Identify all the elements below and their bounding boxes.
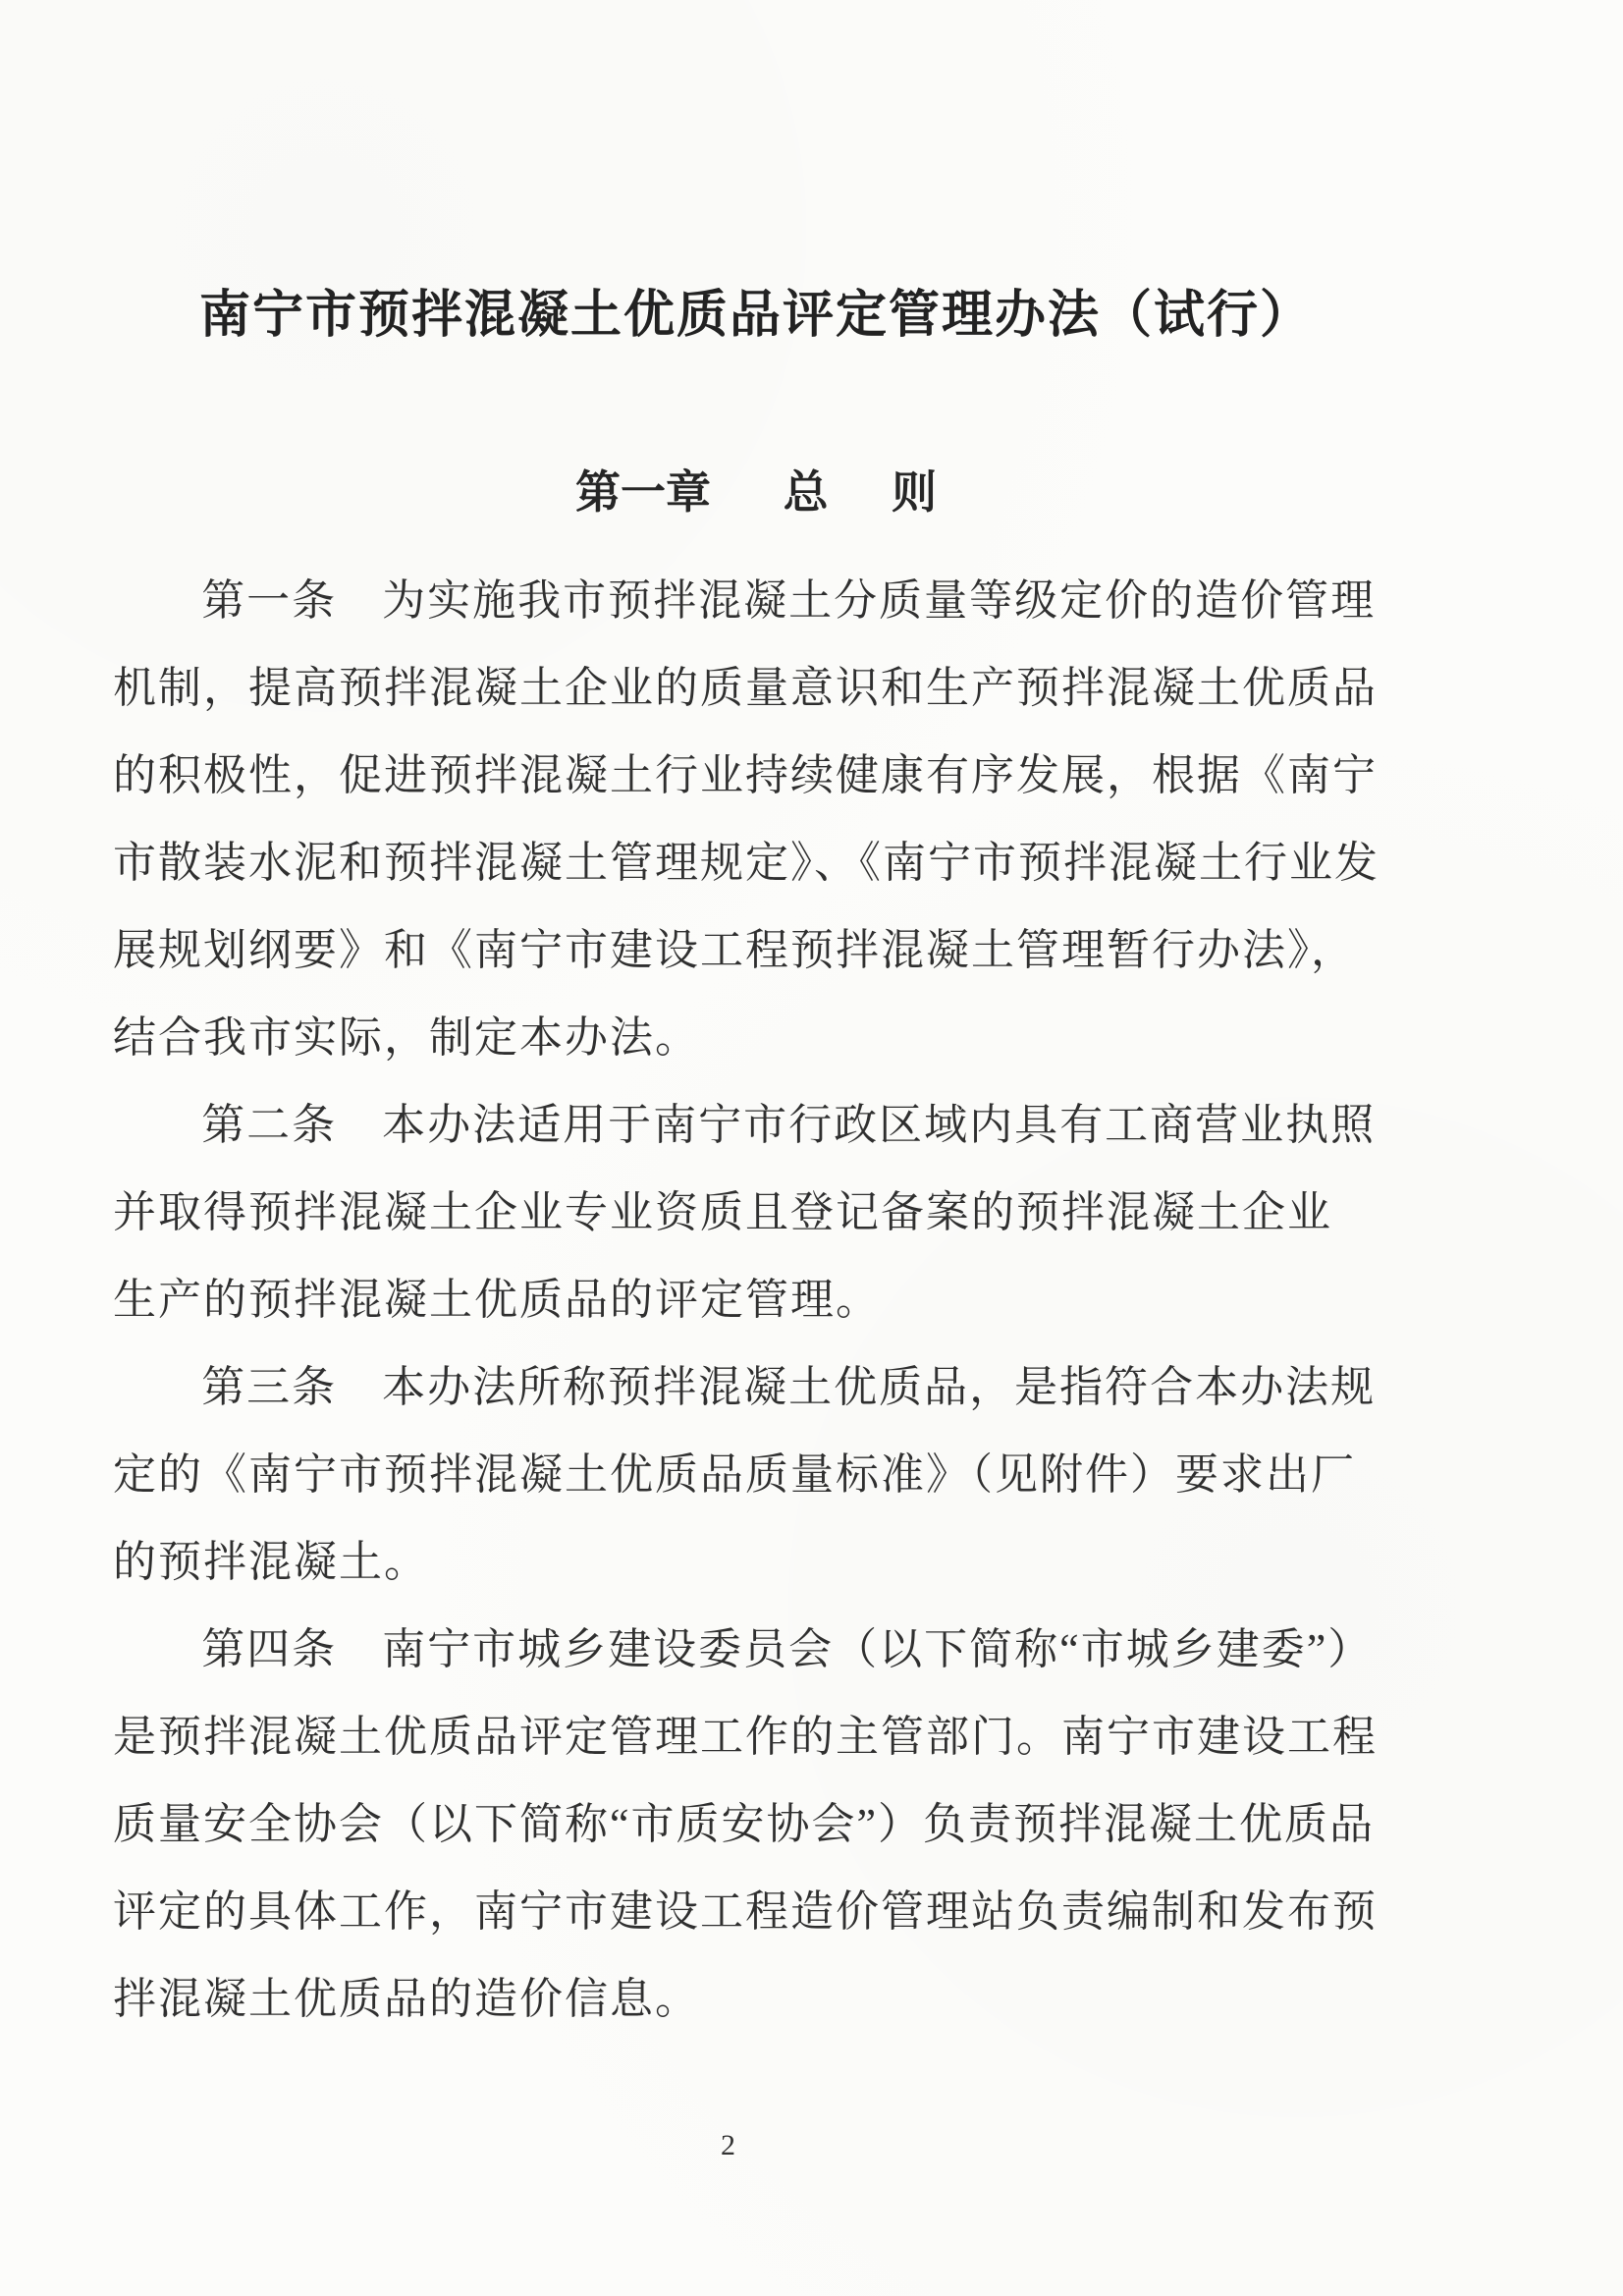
chapter-title: 总则: [783, 467, 1001, 518]
article-4: [113, 1606, 1399, 2043]
text-line: 第一条 为实施我市预拌混凝土分质量等级定价的造价管理: [201, 576, 1377, 625]
text-line: 结合我市实际，制定本办法。: [113, 1013, 700, 1062]
text-line: 评定的具体工作，南宁市建设工程造价管理站负责编制和发布预: [113, 1887, 1378, 1936]
text-line: 质量安全协会（以下简称“市质安协会”）负责预拌混凝土优质品: [113, 1800, 1376, 1848]
document-body: [113, 557, 1399, 2043]
text-line: 第三条 本办法所称预拌混凝土优质品，是指符合本办法规: [201, 1363, 1377, 1411]
text-line: 拌混凝土优质品的造价信息。: [113, 1975, 700, 2023]
text-line: 机制，提高预拌混凝土企业的质量意识和生产预拌混凝土优质品: [113, 664, 1378, 712]
text-line: 展规划纲要》和《南宁市建设工程预拌混凝土管理暂行办法》，: [113, 926, 1356, 974]
text-line: 市散装水泥和预拌混凝土管理规定》、《南宁市预拌混凝土行业发: [113, 839, 1380, 887]
text-line: 的积极性，促进预拌混凝土行业持续健康有序发展，根据《南宁: [113, 751, 1378, 799]
text-line: 生产的预拌混凝土优质品的评定管理。: [113, 1276, 881, 1324]
chapter-label: 第一章: [574, 467, 711, 518]
article-3: [113, 1343, 1399, 1606]
text-block: [113, 0, 1399, 2043]
text-line: 定的《南宁市预拌混凝土优质品质量标准》（见附件）要求出厂: [113, 1450, 1356, 1499]
chapter-heading: [113, 457, 1399, 521]
text-line: 的预拌混凝土。: [113, 1538, 429, 1586]
article-1: [113, 557, 1399, 1081]
article-2: [113, 1081, 1399, 1343]
text-line: 是预拌混凝土优质品评定管理工作的主管部门。南宁市建设工程: [113, 1713, 1378, 1761]
text-line: 第二条 本办法适用于南宁市行政区域内具有工商营业执照: [201, 1101, 1377, 1149]
text-line: 并取得预拌混凝土企业专业资质且登记备案的预拌混凝土企业: [113, 1188, 1332, 1236]
page-number: 2: [721, 2129, 735, 2161]
text-line: 第四条 南宁市城乡建设委员会（以下简称“市城乡建委”）: [201, 1625, 1374, 1673]
document-title: 南宁市预拌混凝土优质品评定管理办法（试行）: [198, 288, 1313, 344]
